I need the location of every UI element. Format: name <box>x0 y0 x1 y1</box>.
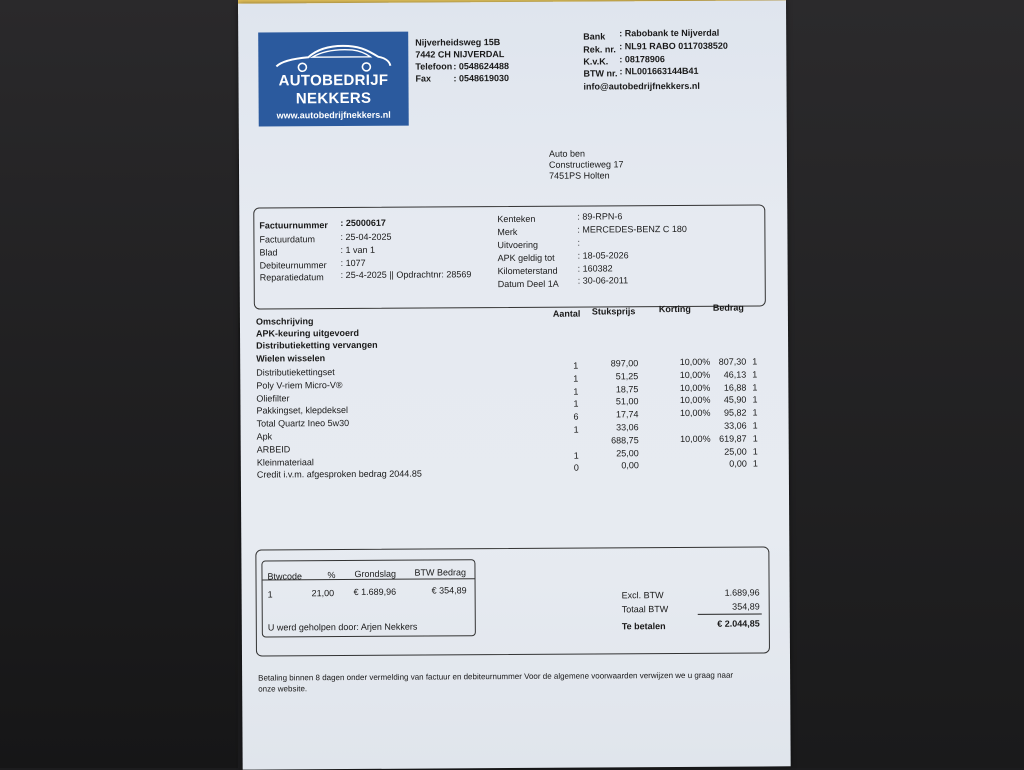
section-heading: Distributieketting vervangen <box>256 340 378 352</box>
item-description: Credit i.v.m. afgesproken bedrag 2044.85 <box>257 469 422 481</box>
km-value: : 160382 <box>578 263 613 274</box>
section-heading: APK-keuring uitgevoerd <box>256 328 359 340</box>
item-discount: 10,00% <box>660 382 710 393</box>
vat-header-code: Btwcode <box>267 571 302 582</box>
invoice-number: : 25000617 <box>340 218 386 229</box>
item-description: Apk <box>257 431 273 442</box>
item-qty: 6 <box>569 412 579 423</box>
vat-pct: 21,00 <box>312 588 335 599</box>
bank-label: Bank <box>583 31 605 42</box>
col-header-qty: Aantal <box>553 309 581 319</box>
item-qty: 1 <box>568 386 578 397</box>
company-street: Nijverheidsweg 15B <box>415 37 500 49</box>
total-vat-label: Totaal BTW <box>622 604 669 615</box>
item-amount: 25,00 <box>703 446 747 457</box>
debtor-label: Debiteurnummer <box>260 260 327 271</box>
invoice-paper <box>238 0 791 769</box>
item-vat-code: 1 <box>752 408 757 419</box>
company-city: 7442 CH NIJVERDAL <box>415 49 504 61</box>
repair-date-label: Reparatiedatum <box>260 272 324 283</box>
amount-due-value: € 2.044,85 <box>690 618 760 629</box>
item-discount: 10,00% <box>660 395 710 406</box>
item-discount: 10,00% <box>661 434 711 445</box>
item-vat-code: 1 <box>752 369 757 380</box>
deel1a-value: : 30-06-2011 <box>578 275 628 286</box>
item-price: 688,75 <box>601 435 639 446</box>
item-vat-code: 1 <box>753 459 758 470</box>
item-description: Distributiekettingset <box>256 367 335 378</box>
item-amount: 16,88 <box>702 382 746 393</box>
item-price: 0,00 <box>601 461 639 472</box>
total-vat-value: 354,89 <box>690 601 760 612</box>
item-discount: 10,00% <box>660 370 710 381</box>
page-value: : 1 van 1 <box>340 245 375 256</box>
deel1a-label: Datum Deel 1A <box>498 279 559 290</box>
item-amount: 0,00 <box>703 459 747 470</box>
company-logo <box>258 32 409 127</box>
version-value: : <box>577 238 580 249</box>
helped-by: U werd geholpen door: Arjen Nekkers <box>268 622 418 634</box>
item-description: Total Quartz Ineo 5w30 <box>257 418 350 430</box>
item-amount: 46,13 <box>702 369 746 380</box>
debtor-value: : 1077 <box>341 258 366 269</box>
item-qty: 0 <box>569 463 579 474</box>
phone-label: Telefoon <box>415 61 452 72</box>
item-price: 51,25 <box>600 371 638 382</box>
item-description: ARBEID <box>257 444 291 455</box>
footer-line-2: onze website. <box>258 684 307 694</box>
plate-value: : 89-RPN-6 <box>577 211 622 222</box>
invoice-date: : 25-04-2025 <box>340 232 391 243</box>
vat-header-amount: BTW Bedrag <box>414 567 466 578</box>
vat-base: € 1.689,96 <box>354 587 397 598</box>
excl-vat-value: 1.689,96 <box>690 587 760 598</box>
version-label: Uitvoering <box>497 240 538 251</box>
item-amount: 619,87 <box>703 433 747 444</box>
col-header-amount: Bedrag <box>713 303 744 313</box>
company-email: info@autobedrijfnekkers.nl <box>583 81 699 93</box>
amount-due-label: Te betalen <box>622 621 666 632</box>
vat-amount: € 354,89 <box>432 585 467 596</box>
btw-label: BTW nr. <box>583 68 617 79</box>
col-header-discount: Korting <box>659 304 691 314</box>
customer-street: Constructieweg 17 <box>549 159 624 170</box>
item-qty: 1 <box>568 361 578 372</box>
rek-label: Rek. nr. <box>583 44 616 55</box>
footer-line-1: Betaling binnen 8 dagen onder vermelding van factuur en debiteurnummer Voor de algemene voorwaarden verwijzen we u graag naar <box>258 671 733 684</box>
item-amount: 33,06 <box>703 421 747 432</box>
item-vat-code: 1 <box>752 357 757 368</box>
col-header-price: Stuksprijs <box>592 306 636 316</box>
car-silhouette-icon <box>272 38 394 73</box>
item-description: Kleinmateriaal <box>257 457 314 468</box>
item-amount: 807,30 <box>702 357 746 368</box>
item-amount: 45,90 <box>702 395 746 406</box>
item-qty: 1 <box>568 399 578 410</box>
item-qty: 1 <box>568 373 578 384</box>
item-price: 17,74 <box>600 409 638 420</box>
item-vat-code: 1 <box>753 421 758 432</box>
fax-label: Fax <box>415 73 431 84</box>
invoice-number-label: Factuurnummer <box>259 220 328 231</box>
item-discount: 10,00% <box>660 408 710 419</box>
item-qty: 1 <box>569 425 579 436</box>
logo-url: www.autobedrijfnekkers.nl <box>259 110 409 121</box>
rek-value: : NL91 RABO 0117038520 <box>619 41 728 53</box>
apk-value: : 18-05-2026 <box>578 250 629 261</box>
section-heading: Wielen wisselen <box>256 353 325 364</box>
vat-code: 1 <box>268 589 273 600</box>
phone-value: : 0548624488 <box>453 61 509 72</box>
excl-vat-label: Excl. BTW <box>622 590 664 601</box>
item-description: Pakkingset, klepdeksel <box>256 405 348 417</box>
brand-label: Merk <box>497 227 517 238</box>
logo-line-2: NEKKERS <box>259 90 409 108</box>
background-left <box>0 0 238 768</box>
logo-line-1: AUTOBEDRIJF <box>258 72 408 90</box>
kvk-value: : 08178906 <box>619 54 665 65</box>
kvk-label: K.v.K. <box>583 56 608 67</box>
item-amount: 95,82 <box>702 408 746 419</box>
item-description: Oliefilter <box>256 393 289 404</box>
customer-name: Auto ben <box>549 149 585 160</box>
brand-value: : MERCEDES-BENZ C 180 <box>577 224 687 236</box>
fax-value: : 0548619030 <box>453 73 509 84</box>
item-price: 897,00 <box>600 358 638 369</box>
background-right <box>786 0 1024 768</box>
btw-value: : NL001663144B41 <box>619 66 698 77</box>
col-header-description: Omschrijving <box>256 316 314 326</box>
item-price: 25,00 <box>601 448 639 459</box>
page-label: Blad <box>259 247 277 258</box>
item-price: 18,75 <box>600 384 638 395</box>
km-label: Kilometerstand <box>498 266 558 277</box>
item-vat-code: 1 <box>752 382 757 393</box>
item-discount: 10,00% <box>660 357 710 368</box>
repair-date: : 25-4-2025 || Opdrachtnr: 28569 <box>341 269 472 281</box>
vat-header-base: Grondslag <box>354 569 396 580</box>
item-qty: 1 <box>569 450 579 461</box>
item-vat-code: 1 <box>753 433 758 444</box>
bank-value: : Rabobank te Nijverdal <box>619 28 719 40</box>
item-price: 51,00 <box>600 397 638 408</box>
invoice-date-label: Factuurdatum <box>259 234 315 245</box>
item-vat-code: 1 <box>752 395 757 406</box>
item-price: 33,06 <box>601 422 639 433</box>
apk-label: APK geldig tot <box>498 253 555 264</box>
item-description: Poly V-riem Micro-V® <box>256 380 342 392</box>
item-vat-code: 1 <box>753 446 758 457</box>
plate-label: Kenteken <box>497 214 535 225</box>
customer-city: 7451PS Holten <box>549 170 610 181</box>
vat-header-pct: % <box>327 570 335 581</box>
